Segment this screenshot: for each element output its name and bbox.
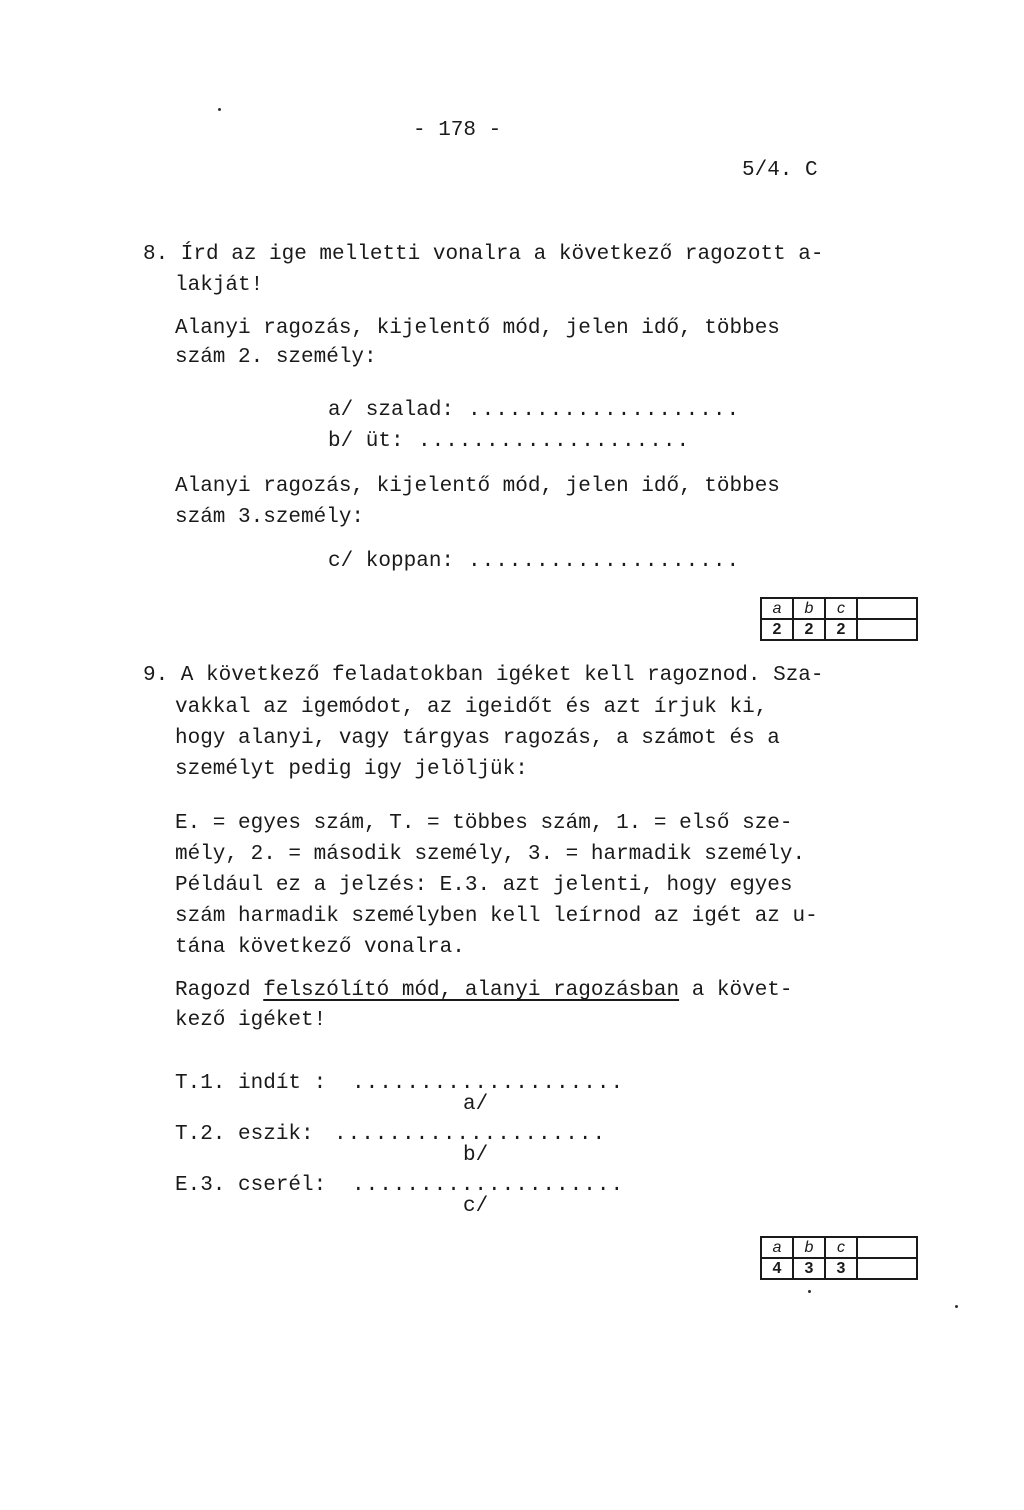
box8-value-c: 2 bbox=[826, 620, 858, 639]
task9-answer-box bbox=[760, 1236, 918, 1280]
task8-line1: 8. Írd az ige melletti vonalra a következő ragozott a- bbox=[143, 243, 824, 266]
page-number: - 178 - bbox=[413, 119, 502, 142]
task8-intro2-line1: Alanyi ragozás, kijelentő mód, jelen idő, többes bbox=[175, 475, 780, 498]
scan-speck bbox=[808, 1290, 811, 1293]
box9-value-a: 4 bbox=[762, 1259, 794, 1278]
box9-value-c: 3 bbox=[826, 1259, 858, 1278]
box8-blank-2 bbox=[858, 620, 916, 639]
item-c-label: c/ koppan: bbox=[328, 550, 455, 573]
task9-p1-line2: vakkal az igemódot, az igeidőt és azt írjuk ki, bbox=[175, 696, 768, 719]
e3-sub: c/ bbox=[463, 1195, 489, 1218]
task8-intro1-line1: Alanyi ragozás, kijelentő mód, jelen idő, többes bbox=[175, 317, 780, 340]
item-a-answer-line[interactable]: .................... bbox=[468, 399, 741, 422]
t2-label: T.2. eszik: bbox=[175, 1123, 314, 1146]
scan-speck bbox=[218, 108, 221, 111]
box9-blank bbox=[858, 1238, 916, 1257]
box8-value-a: 2 bbox=[762, 620, 794, 639]
box9-blank-2 bbox=[858, 1259, 916, 1278]
box8-header-a: a bbox=[762, 599, 794, 618]
box9-header-c: c bbox=[826, 1238, 858, 1257]
task9-p2-line5: tána következő vonalra. bbox=[175, 936, 465, 959]
e3-label: E.3. cserél: bbox=[175, 1174, 327, 1197]
t1-sub: a/ bbox=[463, 1093, 489, 1116]
item-a-label: a/ szalad: bbox=[328, 399, 455, 422]
box9-value-b: 3 bbox=[794, 1259, 826, 1278]
task8-line2: lakját! bbox=[175, 274, 264, 297]
scan-speck bbox=[955, 1305, 958, 1308]
task9-p2-line2: mély, 2. = második személy, 3. = harmadik személy. bbox=[175, 843, 806, 866]
box9-header-a: a bbox=[762, 1238, 794, 1257]
task9-p1-line4: személyt pedig igy jelöljük: bbox=[175, 758, 528, 781]
t1-label: T.1. indít : bbox=[175, 1072, 327, 1095]
task9-p2-line3: Például ez a jelzés: E.3. azt jelenti, hogy egyes bbox=[175, 874, 793, 897]
item-b-label: b/ üt: bbox=[328, 430, 404, 453]
t1-answer-line[interactable]: .................... bbox=[352, 1072, 625, 1095]
box8-header-b: b bbox=[794, 599, 826, 618]
task9-p3-underlined: felszólító mód, alanyi ragozásban bbox=[263, 979, 680, 1002]
page-code: 5/4. C bbox=[742, 159, 818, 182]
item-c-answer-line[interactable]: .................... bbox=[468, 550, 741, 573]
item-b-answer-line[interactable]: .................... bbox=[418, 430, 691, 453]
task9-p1-line3: hogy alanyi, vagy tárgyas ragozás, a számot és a bbox=[175, 727, 780, 750]
task8-intro1-line2: szám 2. személy: bbox=[175, 346, 377, 369]
box8-header-c: c bbox=[826, 599, 858, 618]
task9-p2-line4: szám harmadik személyben kell leírnod az igét az u- bbox=[175, 905, 818, 928]
task8-answer-box bbox=[760, 597, 918, 641]
box8-blank bbox=[858, 599, 916, 618]
task9-p3-suffix: a követ- bbox=[679, 979, 793, 1002]
box9-header-b: b bbox=[794, 1238, 826, 1257]
t2-sub: b/ bbox=[463, 1144, 489, 1167]
e3-answer-line[interactable]: .................... bbox=[352, 1174, 625, 1197]
task9-p3-line2: kező igéket! bbox=[175, 1009, 327, 1032]
task9-p2-line1: E. = egyes szám, T. = többes szám, 1. = első sze- bbox=[175, 812, 793, 835]
box8-value-b: 2 bbox=[794, 620, 826, 639]
task9-p3-line1 bbox=[175, 980, 793, 1001]
task9-p3-prefix: Ragozd bbox=[175, 979, 264, 1002]
task9-p1-line1: 9. A következő feladatokban igéket kell ragoznod. Sza- bbox=[143, 664, 824, 687]
task8-intro2-line2: szám 3.személy: bbox=[175, 506, 365, 529]
t2-answer-line[interactable]: .................... bbox=[334, 1123, 607, 1146]
